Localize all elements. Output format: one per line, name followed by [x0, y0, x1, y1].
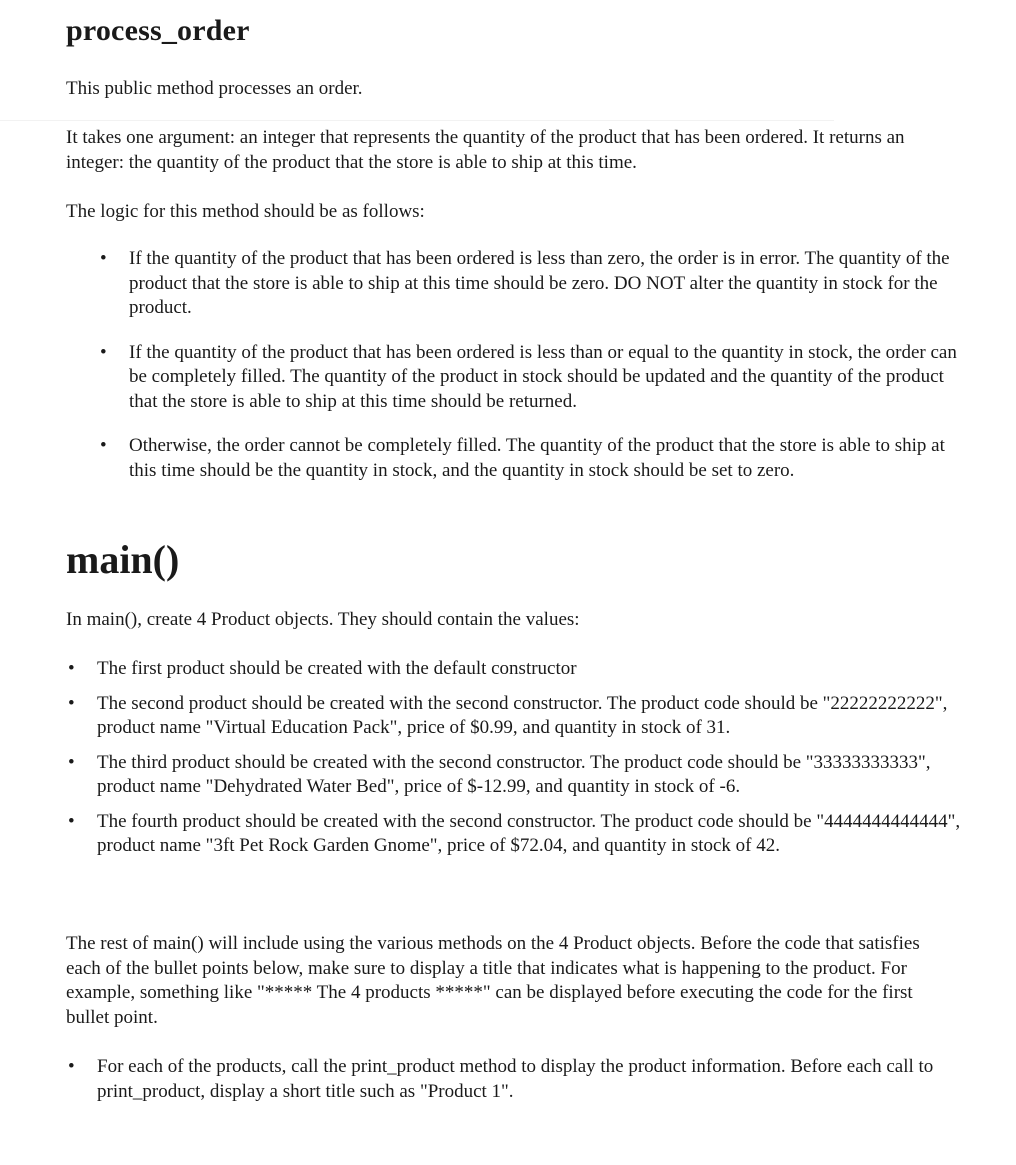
list-item-text: If the quantity of the product that has been ordered is less than zero, the order is in error. The quantity of the product that the store is able to ship at this time should be zero. DO NOT alter the quantity in stock for the product.: [129, 248, 950, 318]
process-order-heading: process_order: [66, 14, 250, 47]
bullet-icon: •: [68, 692, 75, 714]
faint-divider: [0, 120, 834, 121]
bullet-icon: •: [68, 658, 75, 679]
list-item-text: The third product should be created with the second constructor. The product code should be "33333333333", product name "Dehydrated Water Bed", price of $-12.99, and quantity in stock of -6.: [97, 751, 931, 797]
bullet-icon: •: [100, 248, 107, 269]
bullet-icon: •: [68, 751, 75, 773]
list-item-text: The fourth product should be created with the second constructor. The product code should be "4444444444444", product name "3ft Pet Rock Garden Gnome", price of $72.04, and quantity in stock of 42.: [97, 810, 961, 856]
logic-list: [66, 247, 966, 483]
list-item-text: The second product should be created with the second constructor. The product code should be "22222222222", product name "Virtual Education Pack", price of $0.99, and quantity in stock of 31.: [97, 692, 948, 738]
list-item: [66, 751, 966, 800]
bullet-icon: •: [68, 1056, 75, 1077]
logic-intro: The logic for this method should be as follows:: [66, 201, 425, 222]
list-item: [66, 1055, 966, 1104]
list-item: [66, 810, 966, 859]
main-rest: The rest of main() will include using the various methods on the 4 Product objects. Before the code that satisfies each of the bullet points below, make sure to display a title that indicates what is happening to the product. For example, something like "***** The 4 products *****" can be displayed before executing the code for the first bullet point.: [66, 933, 920, 1028]
list-item: [66, 434, 966, 483]
bullet-icon: •: [100, 341, 107, 363]
bullet-icon: •: [100, 435, 107, 456]
list-item: [66, 692, 966, 741]
list-item-text: The first product should be created with the default constructor: [97, 658, 577, 679]
product-list: [66, 657, 966, 859]
bullet-icon: •: [68, 810, 75, 832]
list-item-text: If the quantity of the product that has been ordered is less than or equal to the quantity in stock, the order can be completely filled. The quantity of the product in stock should be updated and the quantity of the product that the store is able to ship at this time should be returned.: [129, 341, 957, 412]
list-item: [66, 247, 966, 321]
process-order-intro: This public method processes an order.: [66, 78, 363, 99]
process-order-args: It takes one argument: an integer that represents the quantity of the product that has been ordered. It returns an integer: the quantity of the product that the store is able to ship at this time.: [66, 127, 905, 173]
main-heading: main(): [66, 537, 180, 582]
method-list: [66, 1055, 966, 1104]
list-item: [66, 657, 966, 682]
list-item-text: Otherwise, the order cannot be completely filled. The quantity of the product that the store is able to ship at this time should be the quantity in stock, and the quantity in stock should be set to zero.: [129, 435, 945, 481]
main-intro: In main(), create 4 Product objects. They should contain the values:: [66, 609, 580, 630]
list-item-text: For each of the products, call the print_product method to display the product information. Before each call to print_product, display a short title such as "Product 1".: [97, 1056, 934, 1102]
list-item: [66, 341, 966, 415]
